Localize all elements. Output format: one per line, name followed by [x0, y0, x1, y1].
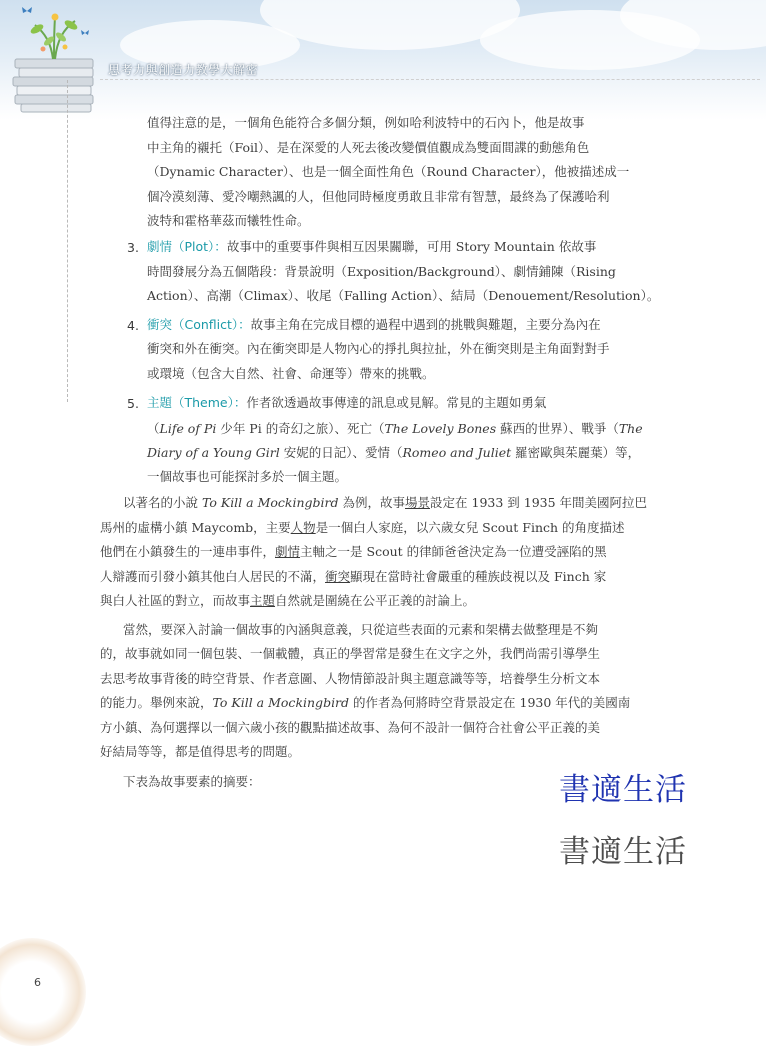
paragraph-line: 的，故事就如同一個包裝、一個載體，真正的學習常是發生在文字之外，我們尚需引導學生 — [100, 646, 601, 661]
plant-icon — [29, 14, 79, 60]
text-run: 主軸之一是 Scout 的律師爸爸決定為一位遭受誣陷的黑 — [300, 544, 607, 559]
list-item-plot — [147, 235, 596, 260]
list-item-text: 作者欲透過故事傳達的訊息或見解。常見的主題如勇氣 — [246, 395, 547, 410]
paragraph-line — [147, 417, 643, 442]
paragraph-line: 中主角的襯托（Foil）、是在深愛的人死去後改變價值觀成為雙面間諜的動態角色 — [147, 140, 590, 155]
paragraph-line: 一個故事也可能探討多於一個主題。 — [147, 469, 348, 484]
book-title: To Kill a Mockingbird — [212, 695, 350, 710]
paragraph-line: Action）、高潮（Climax）、收尾（Falling Action）、結局（Denouement/Resolution）。 — [147, 288, 660, 303]
paragraph-line — [100, 565, 606, 590]
book-title: Romeo and Juliet — [402, 445, 512, 460]
paragraph-line: 個冷漠刻薄、愛冷嘲熱諷的人，但他同時極度勇敢且非常有智慧，最終為了保護哈利 — [147, 189, 610, 204]
paragraph-line — [100, 691, 630, 716]
book-stack-logo — [5, 3, 105, 115]
text-run: 自然就是圍繞在公平正義的討論上。 — [275, 593, 476, 608]
paragraph-line: 時間發展分為五個階段：背景說明（Exposition/Background）、劇情鋪陳（Rising — [147, 264, 616, 279]
paragraph-line: 衝突和外在衝突。內在衝突即是人物內心的掙扎與拉扯，外在衝突則是主角面對對手 — [147, 341, 610, 356]
text-run: 設定在 1933 到 1935 年間美國阿拉巴 — [430, 495, 648, 510]
list-item-theme — [147, 391, 546, 416]
paragraph-line — [147, 441, 640, 466]
term-conflict: 衝突（Conflict）： — [147, 317, 251, 332]
underlined-term: 衝突 — [325, 569, 351, 584]
page-number-badge — [0, 938, 86, 1046]
text-run: 人辯護而引發小鎮其他白人居民的不滿， — [100, 569, 326, 584]
header-title: 思考力與創造力教學大解密 — [108, 63, 259, 77]
text-run: （ — [147, 421, 160, 436]
paragraph-line: 去思考故事背後的時空背景、作者意圖、人物情節設計與主題意識等等，培養學生分析文本 — [100, 671, 601, 686]
header-banner — [0, 0, 766, 120]
text-run: 馬州的虛構小鎮 Maycomb，主要 — [100, 520, 291, 535]
underlined-term: 主題 — [250, 593, 276, 608]
list-number: 3. — [127, 240, 139, 255]
underlined-term: 場景 — [405, 495, 431, 510]
paragraph-line — [100, 516, 625, 541]
list-number: 5. — [127, 396, 139, 411]
text-run: 以著名的小說 — [123, 495, 202, 510]
paragraph-line — [100, 589, 475, 614]
term-theme: 主題（Theme）： — [147, 395, 247, 410]
book-title: The — [618, 421, 643, 436]
text-run: 是一個白人家庭，以六歲女兒 Scout Finch 的角度描述 — [315, 520, 625, 535]
book-title: The Lovely Bones — [384, 421, 497, 436]
book-title: To Kill a Mockingbird — [201, 495, 339, 510]
underlined-term: 人物 — [290, 520, 316, 535]
watermark-blue: 書適生活 — [559, 772, 687, 808]
paragraph-line: （Dynamic Character）、也是一個全面性角色（Round Character），他被描述成一 — [147, 164, 630, 179]
book-title: Diary of a Young Girl — [147, 445, 280, 460]
header-divider — [100, 79, 760, 80]
paragraph-line: 或環境（包含大自然、社會、命運等）帶來的挑戰。 — [147, 366, 435, 381]
margin-divider — [67, 80, 68, 402]
paragraph-line: 波特和霍格華茲而犧牲性命。 — [147, 213, 310, 228]
list-item-text: 故事主角在完成目標的過程中遇到的挑戰與難題，主要分為內在 — [250, 317, 601, 332]
text-run: 安妮的日記）、愛情（ — [279, 445, 403, 460]
paragraph-line: 下表為故事要素的摘要： — [123, 774, 261, 789]
paragraph-line: 值得注意的是，一個角色能符合多個分類，例如哈利波特中的石內卜，他是故事 — [147, 115, 585, 130]
watermark-gray: 書適生活 — [559, 834, 687, 870]
text-run: 少年 Pi 的奇幻之旅）、死亡（ — [216, 421, 385, 436]
text-run: 羅密歐與茱麗葉）等， — [511, 445, 641, 460]
list-number: 4. — [127, 318, 139, 333]
text-run: 顯現在當時社會嚴重的種族歧視以及 Finch 家 — [350, 569, 607, 584]
book-stack — [13, 59, 93, 112]
list-item-conflict — [147, 313, 601, 338]
paragraph-line — [123, 491, 647, 516]
paragraph-line: 好結局等等，都是值得思考的問題。 — [100, 744, 301, 759]
text-run: 與白人社區的對立，而故事 — [100, 593, 251, 608]
paragraph-line: 當然，要深入討論一個故事的內涵與意義，只從這些表面的元素和架構去做整理是不夠 — [123, 622, 599, 637]
term-plot: 劇情（Plot）： — [147, 239, 227, 254]
list-item-text: 故事中的重要事件與相互因果關聯，可用 Story Mountain 依故事 — [226, 239, 597, 254]
text-run: 為例，故事 — [338, 495, 405, 510]
underlined-term: 劇情 — [275, 544, 301, 559]
text-run: 蘇西的世界）、戰爭（ — [496, 421, 619, 436]
paragraph-line: 方小鎮、為何選擇以一個六歲小孩的觀點描述故事、為何不設計一個符合社會公平正義的美 — [100, 720, 601, 735]
book-title: Life of Pi — [159, 421, 217, 436]
text-run: 的作者為何將時空背景設定在 1930 年代的美國南 — [349, 695, 631, 710]
paragraph-line — [100, 540, 607, 565]
text-run: 他們在小鎮發生的一連串事件， — [100, 544, 276, 559]
text-run: 的能力。舉例來說， — [100, 695, 213, 710]
page-number: 6 — [34, 976, 41, 989]
